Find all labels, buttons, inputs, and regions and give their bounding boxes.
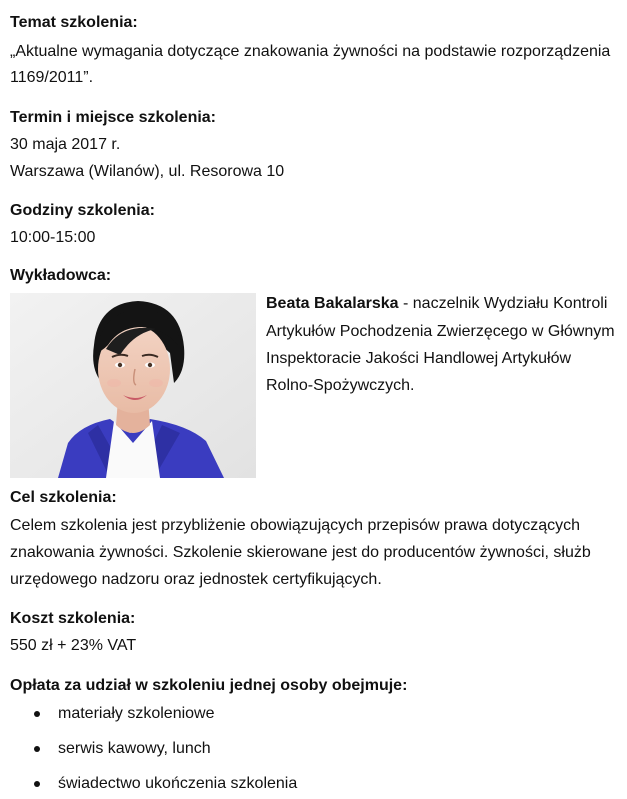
goal-line-2: znakowania żywności. Szkolenie skierowane jest do producentów żywności, służb	[10, 544, 591, 561]
list-item: serwis kawowy, lunch	[58, 740, 211, 757]
lecturer-role: - naczelnik Wydziału Kontroli	[398, 295, 608, 312]
schedule-place: Warszawa (Wilanów), ul. Resorowa 10	[10, 163, 285, 180]
hours-value: 10:00-15:00	[10, 229, 96, 246]
bullet-icon	[34, 711, 40, 717]
lecturer-bio-line-2: Artykułów Pochodzenia Zwierzęcego w Głównym	[266, 323, 615, 340]
cost-heading: Koszt szkolenia:	[10, 610, 136, 627]
schedule-date: 30 maja 2017 r.	[10, 136, 121, 153]
goal-line-3: urzędowego nadzoru oraz jednostek certyfikujących.	[10, 571, 382, 588]
goal-line-1: Celem szkolenia jest przybliżenie obowiązujących przepisów prawa dotyczących	[10, 517, 581, 534]
goal-heading: Cel szkolenia:	[10, 489, 117, 506]
list-item: materiały szkoleniowe	[58, 705, 215, 722]
topic-line-1: „Aktualne wymagania dotyczące znakowania żywności na podstawie rozporządzenia	[10, 43, 611, 60]
bullet-icon	[34, 781, 40, 787]
lecturer-heading: Wykładowca:	[10, 267, 112, 284]
portrait-icon	[10, 293, 256, 478]
topic-heading: Temat szkolenia:	[10, 14, 138, 31]
lecturer-bio-line-3: Inspektoracie Jakości Handlowej Artykułów	[266, 350, 572, 367]
bullet-icon	[34, 746, 40, 752]
fee-heading: Opłata za udział w szkoleniu jednej osoby obejmuje:	[10, 677, 408, 694]
lecturer-photo	[10, 293, 256, 478]
hours-heading: Godziny szkolenia:	[10, 202, 155, 219]
lecturer-bio-line-4: Rolno-Spożywczych.	[266, 377, 415, 394]
topic-line-2: 1169/2011”.	[10, 69, 94, 86]
schedule-heading: Termin i miejsce szkolenia:	[10, 109, 217, 126]
cost-value: 550 zł + 23% VAT	[10, 637, 137, 654]
lecturer-bio-line-1	[266, 294, 607, 314]
list-item: świadectwo ukończenia szkolenia	[58, 775, 298, 792]
lecturer-name: Beata Bakalarska	[266, 295, 399, 312]
